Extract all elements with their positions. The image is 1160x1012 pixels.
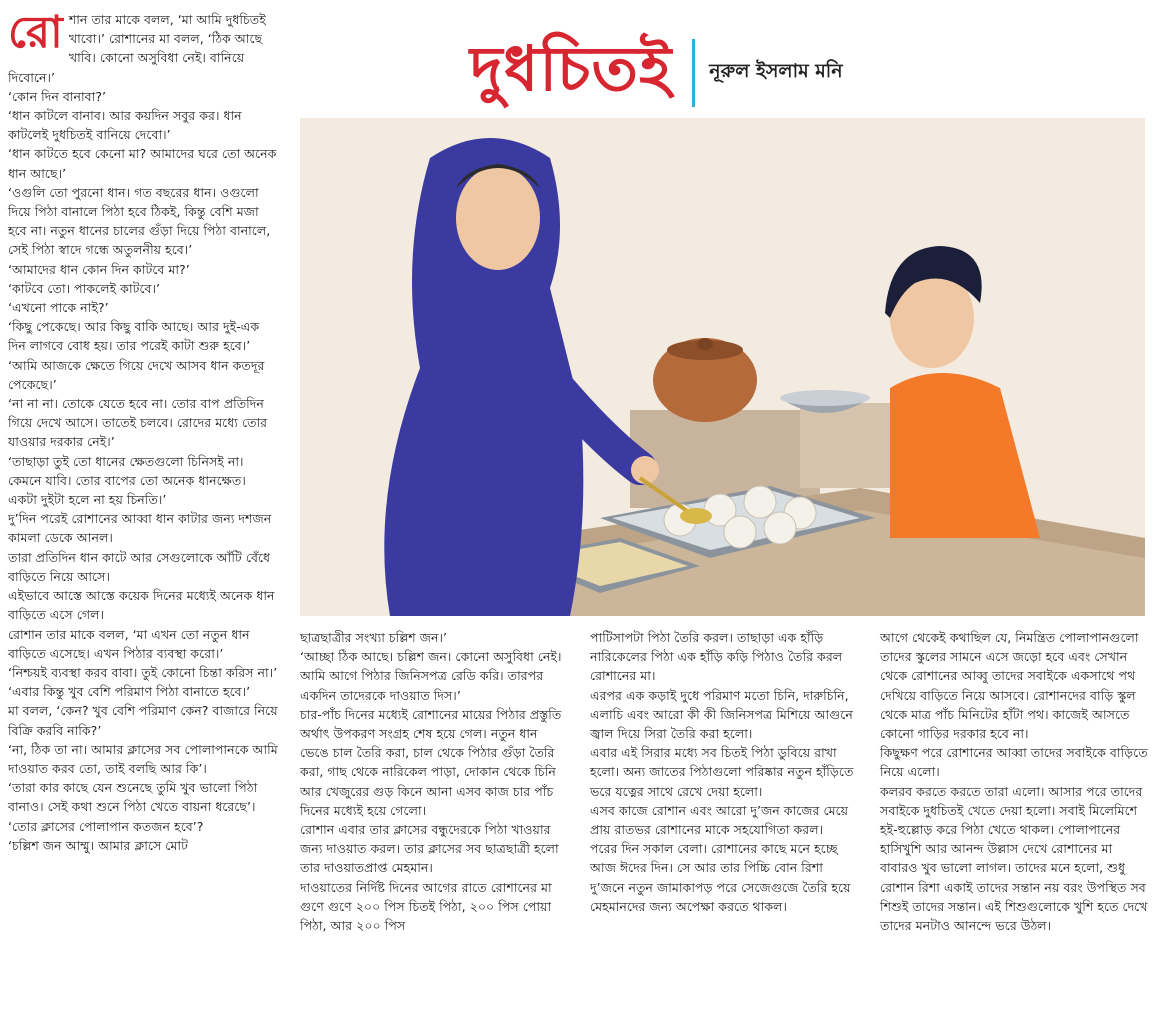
paragraph: ‘ওগুলি তো পুরনো ধান। গত বছরের ধান। ওগুলো দিয়ে পিঠা বানালে পিঠা হবে ঠিকই, কিন্তু বেশি মজা হবে না। নতুন ধানের চালের গুঁড়া দিয়ে পিঠা বানালে, সেই পিঠা স্বাদে গন্ধে অতুলনীয় হবে।’ [8,184,271,258]
paragraph: ছাত্রছাত্রীর সংখ্যা চল্লিশ জন।’ [300,630,448,645]
paragraph: কলরব করতে করতে তারা এলো। আসার পরে তাদের সবাইকে দুধচিতই খেতে দেয়া হলো। সবাই মিলেমিশে হই-হুল্লোড় করে পিঠা খেতে থাকল। পোলাপানের হাসিখুশি আর আনন্দ উল্লাস দেখে রোশানের মা বাবারও খুব ভালো লাগল। তাদের মনে হলো, শুধু রোশান রিশা একাই তাদের সন্তান নয় বরং উপস্থিত সব শিশুই তাদের সন্তান। এই শিশুগুলোকে খুশি হতে দেখে তাদের মনটাও আনন্দে ভরে উঠল। [880,783,1148,934]
paragraph: ‘এবার কিন্তু খুব বেশি পরিমাণ পিঠা বানাতে হবে।’ [8,684,251,700]
opening-text: শান তার মাকে বলল, ‘মা আমি দুধচিতই খাবো।’ রোশানের মা বলল, ‘ঠিক আছে খাবি। কোনো অসুবিধা নেই। বানিয়ে দিবোনে।’ [8,12,266,85]
paragraph: ‘আমি আজকে ক্ষেতে গিয়ে দেখে আসব ধান কতদূর পেকেছে।’ [8,357,265,392]
paragraph: ‘চল্লিশ জন আম্মু। আমার ক্লাসে মোট [8,837,188,853]
paragraph: রোশান এবার তার ক্লাসের বন্ধুদেরকে পিঠা খাওয়ার জন্য দাওয়াত করল। তার ক্লাসের সব ছাত্রছাত্রী হলো তার দাওয়াতপ্রাপ্ত মেহমান। [300,822,559,876]
paragraph: ‘কোন দিন বানাবা?’ [8,88,107,104]
paragraph: মা বলল, ‘কেন? খুব বেশি পরিমাণ কেন? বাজারে নিয়ে বিক্রি করবি নাকি?’ [8,703,278,738]
text-column-4 [880,628,1152,935]
paragraph: এবার এই সিরার মধ্যে সব চিতই পিঠা ডুবিয়ে রাখা হলো। অন্য জাতের পিঠাগুলো পরিষ্কার নতুন হাঁড়িতে ভরে যত্নের সাথে রেখে দেয়া হলো। [590,745,854,799]
paragraph: তারা প্রতিদিন ধান কাটে আর সেগুলোকে আঁটি বেঁধে বাড়িতে নিয়ে আসে। [8,549,271,584]
paragraph: দাওয়াতের নির্দিষ্ট দিনের আগের রাতে রোশানের মা গুণে গুণে ২০০ পিস চিতই পিঠা, ২০০ পিস পোয়া পিঠা, আর ২০০ পিস [300,879,552,934]
paragraph: ‘ধান কাটলে বানাব। আর কয়দিন সবুর কর। ধান কাটলেই দুধচিতই বানিয়ে দেবো।’ [8,108,242,143]
paragraph: দু’দিন পরেই রোশানের আব্বা ধান কাটার জন্য দশজন কামলা ডেকে আনল। [8,511,272,546]
text-column-2 [300,628,568,935]
story-author: নূরুল ইসলাম মনি [709,60,843,82]
paragraph: পাটিসাপটা পিঠা তৈরি করল। তাছাড়া এক হাঁড়ি নারিকেলের পিঠা এক হাঁড়ি কড়ি পিঠাও তৈরি করল রোশানের মা। [590,630,843,684]
paragraph: ‘তারা কার কাছে যেন শুনেছে তুমি খুব ভালো পিঠা বানাও। সেই কথা শুনে পিঠা খেতে বায়না ধরেছে’। [8,780,258,815]
paragraph: ‘তাছাড়া তুই তো ধানের ক্ষেতগুলো চিনিসই না। কেমনে যাবি। তোর বাপের তো অনেক ধানক্ষেত। একটা দুইটা হলে না হয় চিনতি।’ [8,453,246,508]
paragraph: এইভাবে আস্তে আস্তে কয়েক দিনের মধ্যেই অনেক ধান বাড়িতে এসে গেল। [8,588,275,623]
paragraph: ‘আমাদের ধান কোন দিন কাটবে মা?’ [8,261,190,277]
paragraph: রোশান তার মাকে বলল, ‘মা এখন তো নতুন ধান বাড়িতে এসেছে। এখন পিঠার ব্যবস্থা করো।’ [8,626,250,661]
paragraph: ‘নিশ্চয়ই ব্যবস্থা করব বাবা। তুই কোনো চিন্তা করিস না।’ [8,664,278,680]
paragraph: ‘কিছু পেকেছে। আর কিছু বাকি আছে। আর দুই-এক দিন লাগবে বোধ হয়। তার পরেই কাটা শুরু হবে।’ [8,319,260,354]
paragraph: আগে থেকেই কথাছিল যে, নিমন্ত্রিত পোলাপানগুলো তাদের স্কুলের সামনে এসে জড়ো হবে এবং সেখান থেকে রোশানের আব্বু তাদের সবাইকে একসাথে পথ দেখিয়ে বাড়িতে নিয়ে আসবে। রোশানদের বাড়ি স্কুল থেকে মাত্র পাঁচ মিনিটের হাঁটা পথ। কাজেই আসতে কোনো গাড়ির দরকার হবে না। [880,630,1139,742]
story-header [470,18,843,128]
paragraph: এরপর এক কড়াই দুধে পরিমাণ মতো চিনি, দারুচিনি, এলাচি এবং আরো কী কী জিনিসপত্র মিশিয়ে আগুনে জ্বাল দিয়ে সিরা তৈরি করা হলো। [590,687,853,742]
paragraph: কিছুক্ষণ পরে রোশানের আব্বা তাদের সবাইকে বাড়িতে নিয়ে এলো। [880,745,1148,780]
drop-cap: রো [8,7,63,58]
paragraph: ‘না, ঠিক তা না। আমার ক্লাসের সব পোলাপানকে আমি দাওয়াত করব তো, তাই বলছি আর কি’। [8,741,278,776]
paragraph: চার-পাঁচ দিনের মধ্যেই রোশানের মায়ের পিঠার প্রস্তুতি অর্থাৎ উপকরণ সংগ্রহ শেষ হয়ে গেল। নতুন ধান ভেঙে চাল তৈরি করা, চাল থেকে পিঠার গুঁড়া তৈরি করা, গাছ থেকে নারিকেল পাড়া, দোকান থেকে চিনি আর খেজুরের গুড় কিনে আনা এসব কাজ চার পাঁচ দিনের মধ্যেই হয়ে গেলো। [300,706,562,818]
text-column-1 [8,7,278,855]
paragraph: ‘আচ্ছা ঠিক আছে। চল্লিশ জন। কোনো অসুবিধা নেই। আমি আগে পিঠার জিনিসপত্র রেডি করি। তারপর একদিন তাদেরকে দাওয়াত দিস।’ [300,649,562,703]
woman-face [456,166,540,270]
paragraph: ‘ধান কাটতে হবে কেনো মা? আমাদের ঘরে তো অনেক ধান আছে।’ [8,146,277,181]
paragraph: ‘এখনো পাকে নাই?’ [8,300,109,316]
text-column-3 [590,628,860,916]
paragraph: পরের দিন সকাল বেলা। রোশানের কাছে মনে হচ্ছে আজ ঈদের দিন। সে আর তার পিচ্চি বোন রিশা দু’জনে নতুন জামাকাপড় পরে সেজেগুজে তৈরি হয়ে মেহমানদের জন্য অপেক্ষা করতে থাকল। [590,841,851,914]
paragraph: এসব কাজে রোশান এবং আরো দু’জন কাজের মেয়ে প্রায় রাতভর রোশানের মাকে সহযোগিতা করল। [590,802,849,838]
paragraph: ‘না না না। তোকে যেতে হবে না। তোর বাপ প্রতিদিন গিয়ে দেখে আসে। তাতেই চলবে। রোদের মধ্যে তোর যাওয়ার দরকার নেই।’ [8,396,268,450]
paragraph: ‘কাটবে তো। পাকলেই কাটবে।’ [8,280,161,296]
paragraph: ‘তোর ক্লাসের পোলাপান কতজন হবে’? [8,818,204,834]
story-illustration [300,118,1145,616]
title-divider [692,39,695,107]
story-title: দুধচিতই [470,31,673,105]
opening-paragraph [8,7,278,87]
